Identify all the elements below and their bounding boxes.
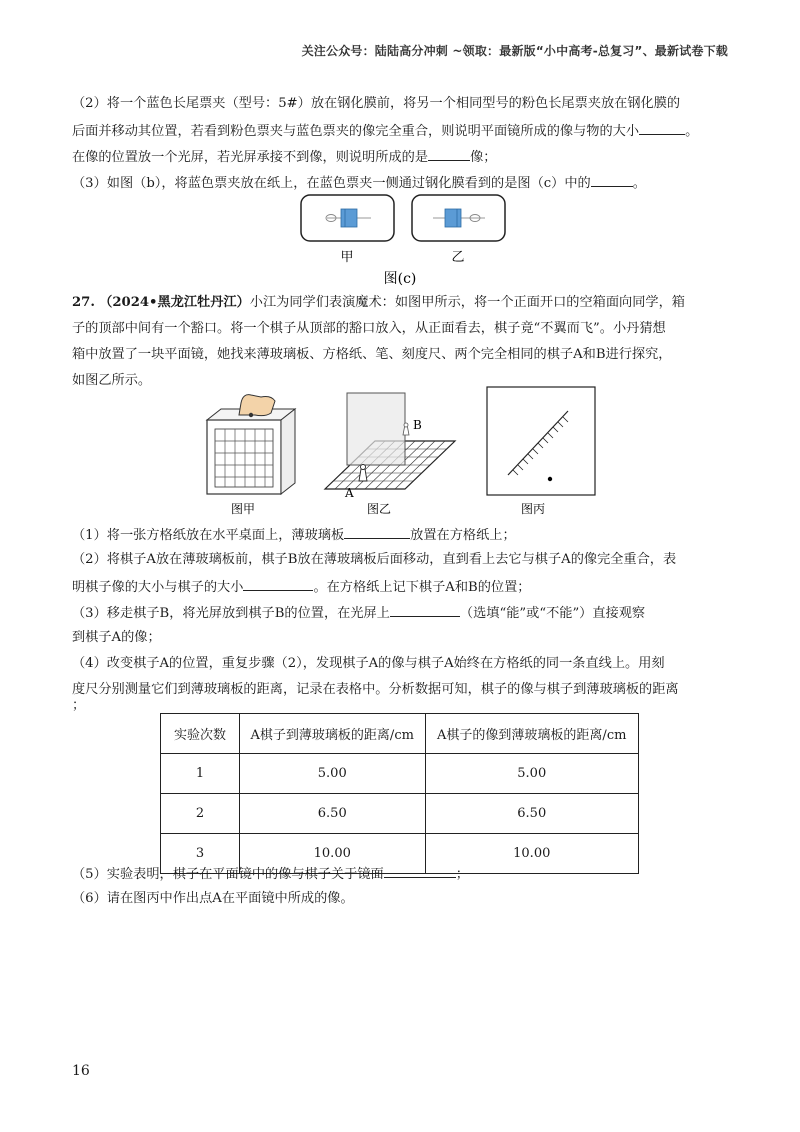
q27-step3-line2: 到棋子A的像； (72, 630, 161, 645)
blue-clip-icon-jia (326, 209, 371, 227)
answer-blank[interactable] (243, 577, 313, 591)
caption-fig-yi: 图乙 (366, 502, 392, 516)
q27-step2-line2 (72, 577, 530, 597)
q27-step4-line1: （4）改变棋子A的位置，重复步骤（2），发现棋子A的像与棋子A始终在方格纸的同一条直线上。用刻 (72, 656, 665, 671)
page-number: 16 (72, 1063, 90, 1079)
table-cell: 3 (161, 834, 240, 874)
table-cell: 5.00 (240, 754, 426, 794)
q27-intro-line4: 如图乙所示。 (72, 373, 152, 388)
text: 。 (632, 176, 646, 191)
chess-piece-a-icon (359, 465, 367, 482)
q26-part3-line (72, 173, 646, 193)
text: （3）如图（b），将蓝色票夹放在纸上，在蓝色票夹一侧通过钢化膜看到的是图（c）中的 (72, 176, 591, 191)
figure-c (295, 192, 510, 287)
table-header: A棋子到薄玻璃板的距离/cm (240, 714, 426, 754)
q26-part2-line1: （2）将一个蓝色长尾票夹（型号：5#）放在钢化膜前，将另一个相同型号的粉色长尾票夹放在钢化膜的 (72, 96, 681, 111)
caption-fig-c: 图(c) (383, 271, 417, 287)
q27-step6: （6）请在图丙中作出点A在平面镜中所成的像。 (72, 891, 354, 906)
text: （5）实验表明，棋子在平面镜中的像与棋子关于镜面 (72, 867, 384, 882)
q27-intro-line2: 子的顶部中间有一个豁口。将一个棋子从顶部的豁口放入，从正面看去，棋子竟“不翼而飞”。小丹猜想 (72, 321, 666, 336)
table-header: A棋子的像到薄玻璃板的距离/cm (425, 714, 639, 754)
table-cell: 10.00 (240, 834, 426, 874)
data-table (160, 713, 639, 874)
answer-blank[interactable] (639, 121, 685, 135)
table-cell: 10.00 (425, 834, 639, 874)
table-row (161, 794, 639, 834)
label-b: B (413, 418, 422, 432)
text: 。 (685, 124, 699, 139)
table-cell: 6.50 (240, 794, 426, 834)
label-yi: 乙 (451, 250, 465, 265)
figure-bing-frame (487, 387, 595, 495)
q27-figures (195, 385, 605, 520)
table-cell: 5.00 (425, 754, 639, 794)
answer-blank[interactable] (384, 864, 456, 878)
caption-fig-jia: 图甲 (230, 502, 256, 516)
table-cell: 6.50 (425, 794, 639, 834)
q27-step5 (72, 864, 469, 884)
text: 放置在方格纸上； (410, 528, 516, 543)
text: 。在方格纸上记下棋子A和B的位置； (313, 580, 531, 595)
q26-part2-line3 (72, 147, 496, 167)
chess-piece-b-icon (403, 423, 409, 435)
text: 在像的位置放一个光屏，若光屏承接不到像，则说明所成的是 (72, 150, 429, 165)
answer-blank[interactable] (428, 147, 470, 161)
table-header: 实验次数 (161, 714, 240, 754)
question-number: 27. (72, 295, 95, 310)
point-a (548, 477, 552, 481)
q27-step3-line1 (72, 603, 645, 623)
answer-blank[interactable] (344, 525, 410, 539)
table-row (161, 754, 639, 794)
q26-part2-line2 (72, 121, 698, 141)
table-cell: 1 (161, 754, 240, 794)
table-cell: 2 (161, 794, 240, 834)
q27-step1 (72, 525, 516, 545)
text: ； (455, 867, 469, 882)
page-header: 关注公众号：陆陆高分冲刺 ~领取：最新版“小中高考-总复习”、最新试卷下载 (301, 44, 728, 58)
text: 像； (470, 150, 497, 165)
text: （3）移走棋子B，将光屏放到棋子B的位置，在光屏上 (72, 606, 390, 621)
blue-clip-icon-yi (433, 209, 485, 227)
label-jia: 甲 (340, 250, 354, 265)
box-illustration (207, 409, 295, 494)
q27-step4-line3: ； (72, 698, 86, 713)
text: 小江为同学们表演魔术：如图甲所示，将一个正面开口的空箱面向同学，箱 (249, 295, 685, 310)
answer-blank[interactable] (390, 603, 460, 617)
grid-paper-illustration (325, 393, 455, 489)
text: （选填“能”或“不能”）直接观察 (459, 606, 646, 621)
caption-fig-bing: 图丙 (520, 502, 546, 516)
chess-piece-icon (249, 413, 253, 417)
table-header-row (161, 714, 639, 754)
text: 明棋子像的大小与棋子的大小 (72, 580, 244, 595)
label-a: A (345, 486, 354, 500)
q27-step2-line1: （2）将棋子A放在薄玻璃板前，棋子B放在薄玻璃板后面移动，直到看上去它与棋子A的像完全重合，表 (72, 552, 677, 567)
hand-icon (239, 395, 275, 416)
answer-blank[interactable] (591, 173, 633, 187)
q27-intro-line3: 箱中放置了一块平面镜，她找来薄玻璃板、方格纸、笔、刻度尺、两个完全相同的棋子A和B进行探究， (72, 347, 672, 362)
q27-intro-line1 (72, 294, 685, 312)
text: 后面并移动其位置，若看到粉色票夹与蓝色票夹的像完全重合，则说明平面镜所成的像与物的大小 (72, 124, 640, 139)
text: （1）将一张方格纸放在水平桌面上，薄玻璃板 (72, 528, 345, 543)
question-source: （2024•黑龙江牡丹江） (99, 295, 250, 310)
q27-step4-line2: 度尺分别测量它们到薄玻璃板的距离，记录在表格中。分析数据可知，棋子的像与棋子到薄玻璃板的距离 (72, 682, 679, 697)
